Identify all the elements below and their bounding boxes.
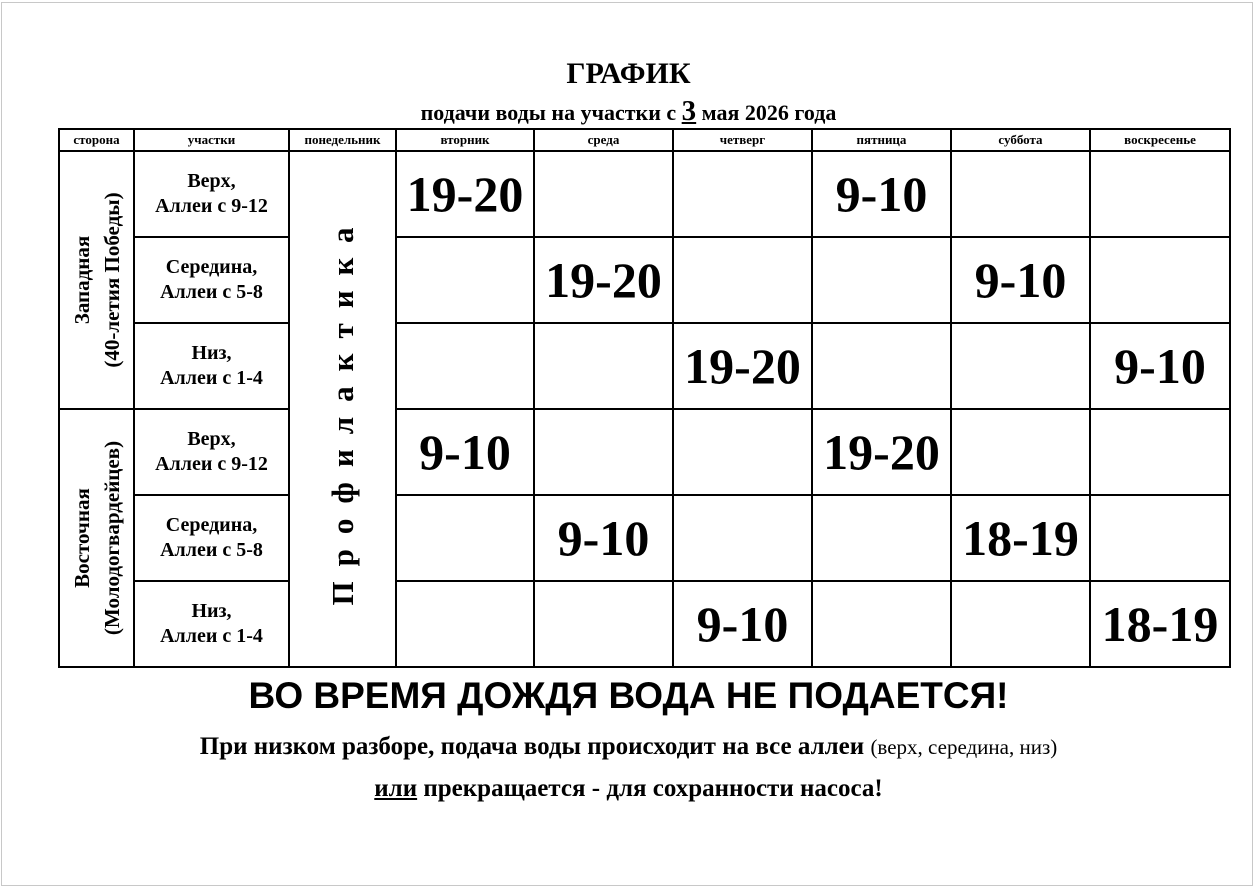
plot-zone: Середина, bbox=[165, 514, 258, 536]
time-cell: 9-10 bbox=[396, 409, 534, 495]
side-west bbox=[59, 151, 134, 409]
page-subtitle bbox=[0, 97, 1257, 127]
time-cell bbox=[951, 581, 1090, 667]
plot-cell bbox=[134, 495, 289, 581]
plot-cell bbox=[134, 151, 289, 237]
side-east bbox=[59, 409, 134, 667]
plot-alleys: Аллеи с 5-8 bbox=[160, 281, 263, 303]
time-cell bbox=[812, 323, 951, 409]
header-saturday: суббота bbox=[951, 129, 1090, 151]
time-cell bbox=[1090, 495, 1230, 581]
time-cell bbox=[534, 409, 673, 495]
table-row bbox=[59, 237, 1230, 323]
plot-cell bbox=[134, 409, 289, 495]
side-name: Восточная bbox=[69, 488, 94, 588]
table-row bbox=[59, 581, 1230, 667]
plot-zone: Середина, bbox=[165, 256, 258, 278]
time-cell: 9-10 bbox=[673, 581, 812, 667]
header-wednesday: среда bbox=[534, 129, 673, 151]
or-word: или bbox=[374, 775, 418, 802]
side-street: (Молодогвардейцев) bbox=[99, 440, 124, 636]
low-usage-text: При низком разборе, подача воды происходит на все аллеи bbox=[199, 733, 871, 760]
header-tuesday: вторник bbox=[396, 129, 534, 151]
plot-alleys: Аллеи с 9-12 bbox=[155, 195, 268, 217]
monday-maintenance-cell bbox=[289, 151, 396, 667]
time-cell: 19-20 bbox=[812, 409, 951, 495]
time-cell: 19-20 bbox=[673, 323, 812, 409]
time-cell bbox=[396, 323, 534, 409]
time-cell: 9-10 bbox=[1090, 323, 1230, 409]
time-cell: 19-20 bbox=[534, 237, 673, 323]
low-usage-parenthetical: (верх, середина, низ) bbox=[870, 735, 1058, 759]
time-cell bbox=[534, 151, 673, 237]
pump-protection-text: прекращается - для сохранности насоса! bbox=[417, 775, 883, 802]
time-cell bbox=[951, 323, 1090, 409]
plot-cell bbox=[134, 323, 289, 409]
pump-protection-note bbox=[0, 770, 1257, 808]
plot-zone: Низ, bbox=[191, 342, 232, 364]
time-cell bbox=[812, 581, 951, 667]
time-cell bbox=[396, 237, 534, 323]
header-thursday: четверг bbox=[673, 129, 812, 151]
header-side: сторона bbox=[59, 129, 134, 151]
table-row bbox=[59, 151, 1230, 237]
time-cell: 18-19 bbox=[951, 495, 1090, 581]
time-cell bbox=[1090, 409, 1230, 495]
header-sunday: воскресенье bbox=[1090, 129, 1230, 151]
time-cell bbox=[812, 495, 951, 581]
time-cell bbox=[812, 237, 951, 323]
time-cell bbox=[951, 409, 1090, 495]
header-plots: участки bbox=[134, 129, 289, 151]
table-row bbox=[59, 409, 1230, 495]
rain-warning: ВО ВРЕМЯ ДОЖДЯ ВОДА НЕ ПОДАЕТСЯ! bbox=[248, 675, 1009, 716]
side-name: Западная bbox=[69, 235, 94, 325]
maintenance-label: Профилактика bbox=[324, 212, 360, 606]
plot-alleys: Аллеи с 1-4 bbox=[160, 625, 263, 647]
header-row bbox=[59, 129, 1230, 151]
time-cell bbox=[1090, 151, 1230, 237]
plot-cell bbox=[134, 581, 289, 667]
low-usage-note bbox=[0, 728, 1257, 766]
subtitle-text-start: подачи воды на участки с bbox=[420, 100, 682, 125]
time-cell: 9-10 bbox=[534, 495, 673, 581]
time-cell bbox=[534, 581, 673, 667]
table-row bbox=[59, 495, 1230, 581]
plot-cell bbox=[134, 237, 289, 323]
time-cell bbox=[396, 495, 534, 581]
header-monday: понедельник bbox=[289, 129, 396, 151]
water-schedule-table bbox=[58, 128, 1231, 668]
time-cell: 9-10 bbox=[951, 237, 1090, 323]
time-cell bbox=[673, 237, 812, 323]
time-cell: 18-19 bbox=[1090, 581, 1230, 667]
time-cell bbox=[396, 581, 534, 667]
subtitle-start-day: 3 bbox=[681, 95, 697, 127]
plot-alleys: Аллеи с 5-8 bbox=[160, 539, 263, 561]
time-cell bbox=[534, 323, 673, 409]
time-cell bbox=[673, 151, 812, 237]
time-cell: 9-10 bbox=[812, 151, 951, 237]
page-title: ГРАФИК bbox=[566, 57, 691, 90]
side-street: (40-летия Победы) bbox=[99, 192, 124, 368]
header-friday: пятница bbox=[812, 129, 951, 151]
subtitle-text-end: мая 2026 года bbox=[696, 100, 837, 125]
plot-zone: Верх, bbox=[187, 428, 236, 450]
time-cell bbox=[1090, 237, 1230, 323]
table-row bbox=[59, 323, 1230, 409]
plot-alleys: Аллеи с 1-4 bbox=[160, 367, 263, 389]
plot-alleys: Аллеи с 9-12 bbox=[155, 453, 268, 475]
plot-zone: Верх, bbox=[187, 170, 236, 192]
time-cell: 19-20 bbox=[396, 151, 534, 237]
time-cell bbox=[673, 409, 812, 495]
time-cell bbox=[951, 151, 1090, 237]
time-cell bbox=[673, 495, 812, 581]
plot-zone: Низ, bbox=[191, 600, 232, 622]
